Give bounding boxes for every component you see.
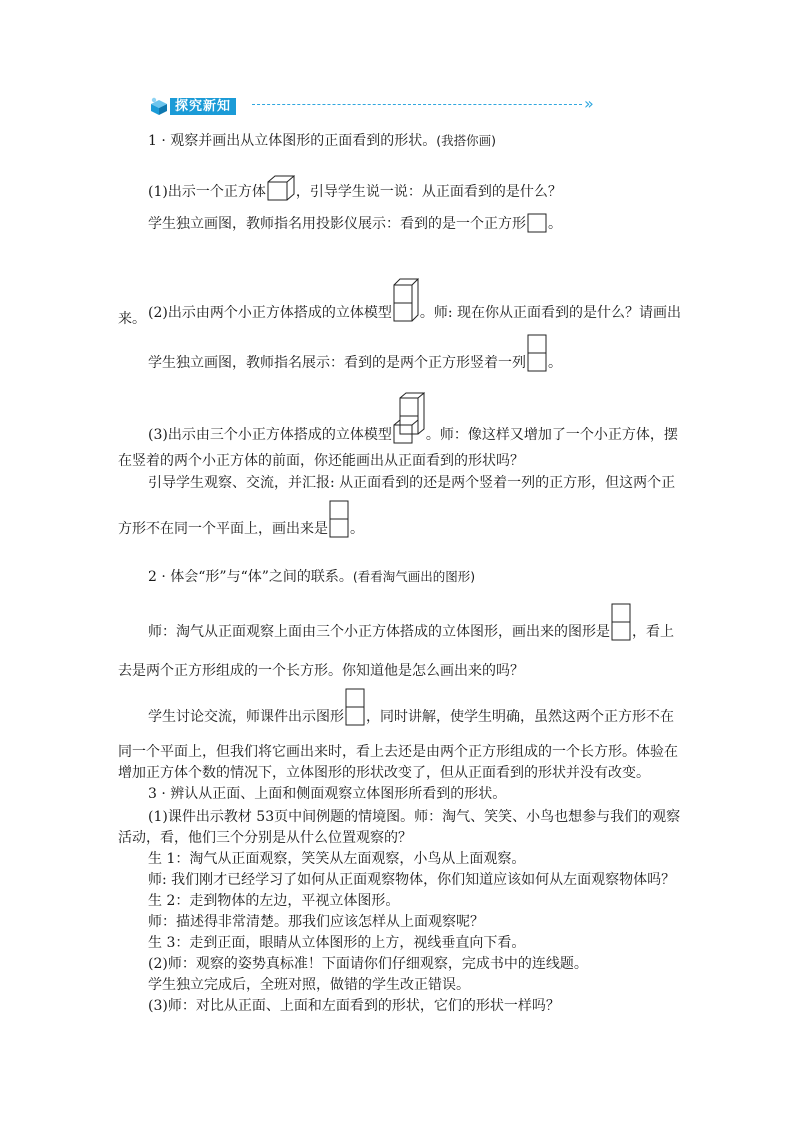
s3-line: 学生独立完成后，全班对照，做错的学生改正错误。 bbox=[148, 977, 470, 993]
s3-line: 生 3：走到正面，眼睛从立体图形的上方，视线垂直向下看。 bbox=[148, 935, 526, 951]
s3-line: (2)师：观察的姿势真标准！下面请你们仔细观察，完成书中的连线题。 bbox=[148, 956, 588, 972]
s3-line: (1)课件出示教材 53页中间例题的情境图。师：淘气、笑笑、小鸟也想参与我们的观察 bbox=[148, 809, 681, 825]
s3-line: (3)师：对比从正面、上面和左面看到的形状，它们的形状一样吗？ bbox=[148, 998, 560, 1014]
vertical-squares-figure bbox=[611, 603, 631, 641]
s1-heading: 1 · 观察并画出从立体图形的正面看到的形状。(我搭你画) bbox=[148, 133, 497, 149]
section-title: 探究新知 bbox=[170, 98, 236, 115]
section-divider bbox=[252, 104, 582, 105]
s1-p3: (2)出示由两个小正方体搭成的立体模型 。师: 现在你从正面看到的是什么？请画出 bbox=[148, 278, 681, 322]
s3-line: 师：描述得非常清楚。那我们应该怎样从上面观察呢？ bbox=[148, 914, 484, 930]
s1-p5-cont: 在竖着的两个小正方体的前面，你还能画出从正面看到的形状吗？ bbox=[118, 453, 524, 469]
two-cube-model-figure bbox=[393, 278, 419, 322]
s1-p5: (3)出示由三个小正方体搭成的立体模型 。师：像这样又增加了一个小正方体，摆 bbox=[148, 392, 678, 444]
s1-p2: 学生独立画图，教师指名用投影仪展示：看到的是一个正方形 。 bbox=[148, 213, 562, 233]
chevron-right-icon: » bbox=[584, 94, 594, 113]
s3-line: 生 2：走到物体的左边，平视立体图形。 bbox=[148, 893, 400, 909]
s1-p4: 学生独立画图，教师指名展示：看到的是两个正方形竖着一列 。 bbox=[148, 334, 562, 372]
vertical-squares-figure bbox=[329, 500, 349, 538]
s2-p2-cont: 同一个平面上，但我们将它画出来时，看上去还是由两个正方形组成的一个长方形。体验在 bbox=[118, 744, 678, 760]
s2-heading: 2 · 体会“形”与“体”之间的联系。(看看淘气画出的图形) bbox=[148, 569, 476, 585]
vertical-squares-figure bbox=[527, 334, 547, 372]
s2-p2: 学生讨论交流，师课件出示图形 ，同时讲解，使学生明确，虽然这两个正方形不在 bbox=[148, 688, 674, 726]
s2-p1-cont: 去是两个正方形组成的一个长方形。你知道他是怎么画出来的吗？ bbox=[118, 663, 524, 679]
cube-logo-icon bbox=[148, 96, 170, 116]
s2-p2-cont2: 增加正方体个数的情况下，立体图形的形状改变了，但从正面看到的形状并没有改变。 bbox=[118, 765, 650, 781]
s1-p6-cont: 方形不在同一个平面上，画出来是 。 bbox=[118, 500, 364, 538]
s3-line: 生 1：淘气从正面观察，笑笑从左面观察，小鸟从上面观察。 bbox=[148, 851, 526, 867]
cube-figure bbox=[267, 175, 295, 201]
s1-p6: 引导学生观察、交流，并汇报: 从正面看到的还是两个竖着一列的正方形，但这两个正 bbox=[148, 475, 676, 491]
s1-p3-cont: 来。 bbox=[118, 311, 146, 327]
section-badge bbox=[148, 96, 236, 116]
s3-line: 活动，看，他们三个分别是从什么位置观察的？ bbox=[118, 830, 412, 846]
s2-p1: 师：淘气从正面观察上面由三个小正方体搭成的立体图形，画出来的图形是 ，看上 bbox=[148, 603, 674, 641]
vertical-squares-figure bbox=[345, 688, 365, 726]
s3-heading: 3 · 辨认从正面、上面和侧面观察立体图形所看到的形状。 bbox=[148, 786, 507, 802]
three-cube-model-figure bbox=[393, 392, 425, 444]
s1-p1: (1)出示一个正方体 ，引导学生说一说：从正面看到的是什么？ bbox=[148, 175, 562, 201]
square-figure bbox=[527, 213, 547, 233]
s3-line: 师: 我们刚才已经学习了如何从正面观察物体，你们知道应该如何从左面观察物体吗？ bbox=[148, 872, 676, 888]
